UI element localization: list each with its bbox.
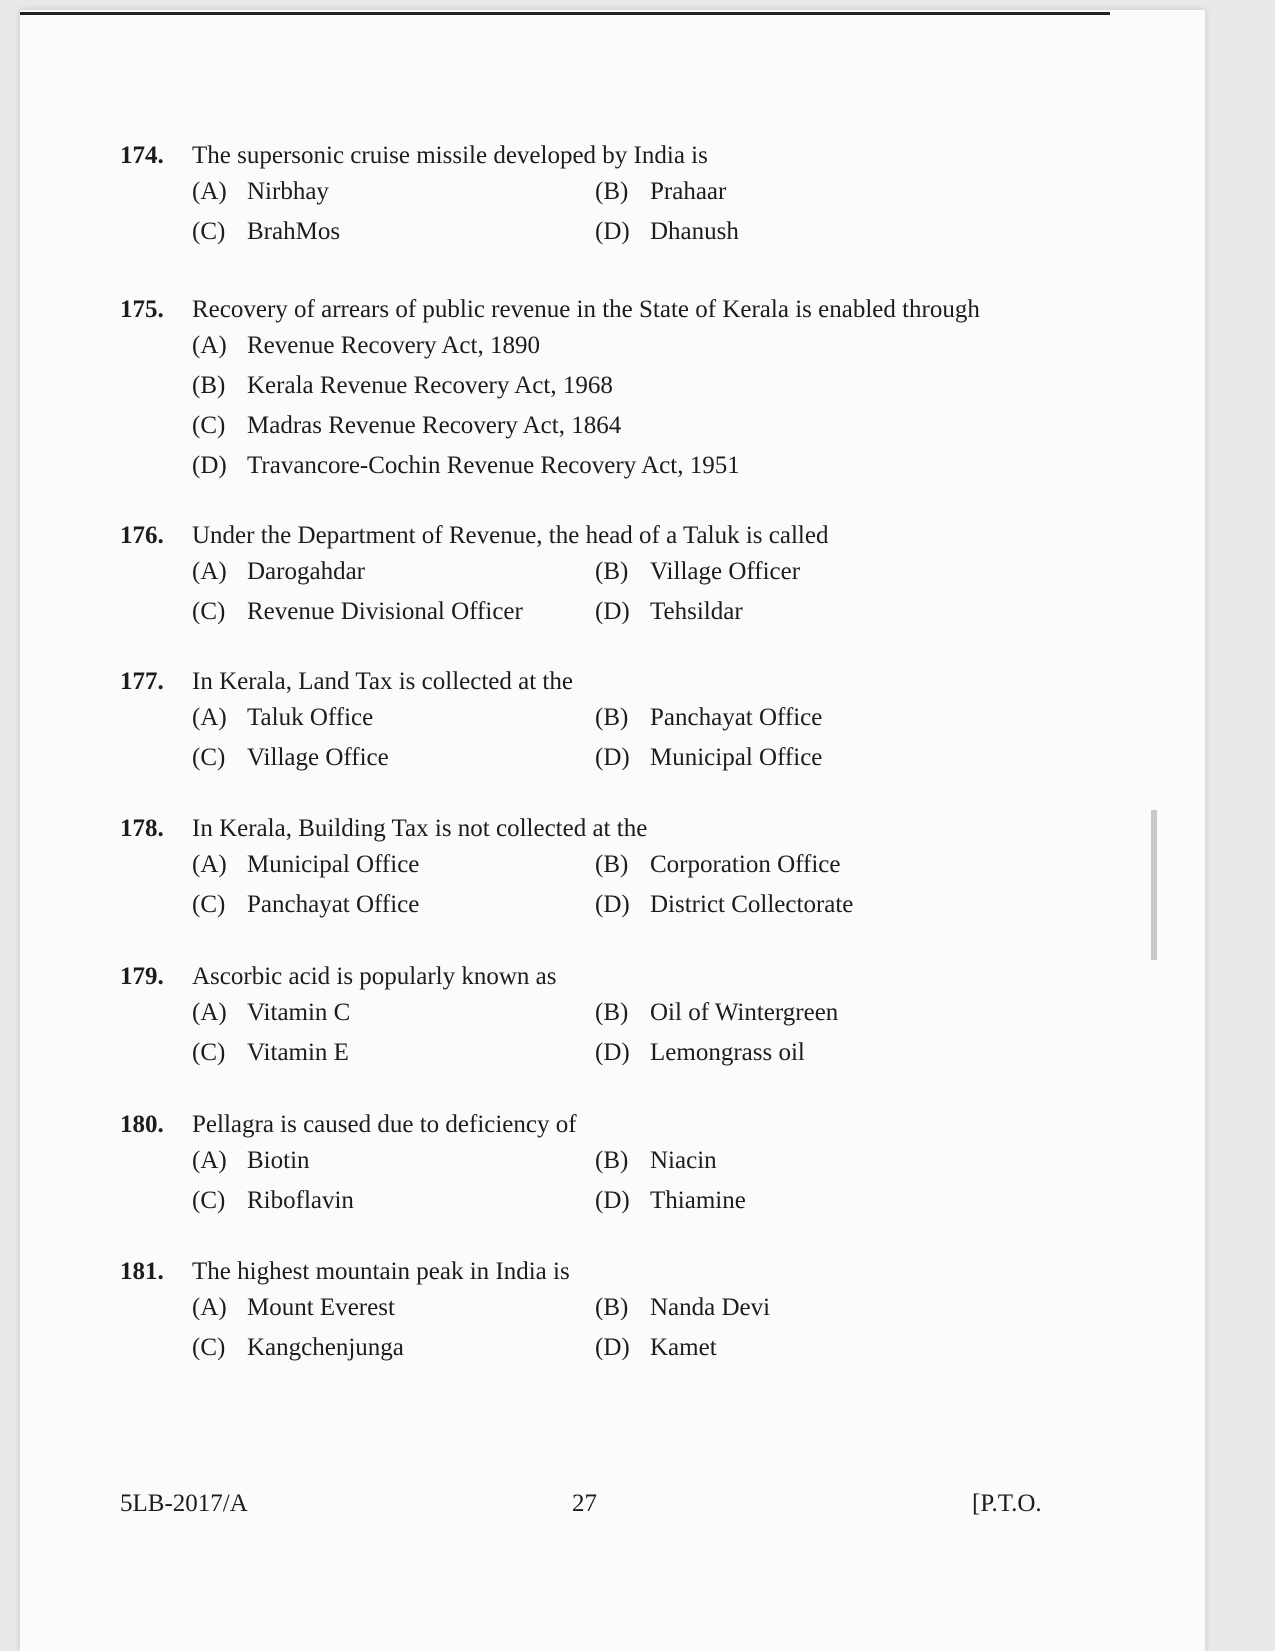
option-a: (A) Municipal Office <box>192 851 420 878</box>
question-text: The highest mountain peak in India is <box>192 1258 570 1285</box>
option-c: (C) Riboflavin <box>192 1187 354 1214</box>
exam-code: 5LB-2017/A <box>120 1490 248 1517</box>
option-d: (D) Dhanush <box>595 218 739 245</box>
page-number: 27 <box>572 1490 597 1517</box>
question-177 <box>120 666 1080 782</box>
top-rule <box>20 12 1110 15</box>
question-180 <box>120 1109 1080 1225</box>
question-text: Under the Department of Revenue, the head of a Taluk is called <box>192 522 829 549</box>
question-number: 174. <box>120 142 164 169</box>
scan-mark <box>1151 810 1157 960</box>
option-b: (B) Kerala Revenue Recovery Act, 1968 <box>192 372 613 399</box>
question-text: Ascorbic acid is popularly known as <box>192 963 557 990</box>
option-c: (C) Village Office <box>192 744 389 771</box>
option-a: (A) Darogahdar <box>192 558 365 585</box>
option-a: (A) Vitamin C <box>192 999 351 1026</box>
question-number: 177. <box>120 668 164 695</box>
option-c: (C) BrahMos <box>192 218 341 245</box>
question-number: 176. <box>120 522 164 549</box>
exam-page <box>20 10 1205 1651</box>
option-b: (B) Oil of Wintergreen <box>595 999 839 1026</box>
option-d: (D) Kamet <box>595 1334 717 1361</box>
question-text: The supersonic cruise missile developed by India is <box>192 142 708 169</box>
question-179 <box>120 961 1080 1077</box>
question-text: Pellagra is caused due to deficiency of <box>192 1111 577 1138</box>
option-b: (B) Village Officer <box>595 558 801 585</box>
question-178 <box>120 813 1080 929</box>
option-c: (C) Panchayat Office <box>192 891 420 918</box>
option-d: (D) Municipal Office <box>595 744 823 771</box>
question-176 <box>120 520 1080 636</box>
question-text: Recovery of arrears of public revenue in the State of Kerala is enabled through <box>192 296 980 323</box>
question-number: 178. <box>120 815 164 842</box>
option-a: (A) Revenue Recovery Act, 1890 <box>192 332 540 359</box>
question-text: In Kerala, Land Tax is collected at the <box>192 668 573 695</box>
option-b: (B) Panchayat Office <box>595 704 823 731</box>
please-turn-over: [P.T.O. <box>972 1490 1042 1517</box>
option-b: (B) Nanda Devi <box>595 1294 771 1321</box>
question-175 <box>120 294 1080 490</box>
option-b: (B) Corporation Office <box>595 851 841 878</box>
option-a: (A) Mount Everest <box>192 1294 395 1321</box>
question-number: 179. <box>120 963 164 990</box>
option-d: (D) Thiamine <box>595 1187 746 1214</box>
question-text: In Kerala, Building Tax is not collected at the <box>192 815 648 842</box>
option-b: (B) Niacin <box>595 1147 717 1174</box>
question-number: 181. <box>120 1258 164 1285</box>
question-174 <box>120 140 1080 256</box>
question-number: 180. <box>120 1111 164 1138</box>
option-c: (C) Vitamin E <box>192 1039 349 1066</box>
option-c: (C) Revenue Divisional Officer <box>192 598 523 625</box>
option-d: (D) Lemongrass oil <box>595 1039 805 1066</box>
option-d: (D) Tehsildar <box>595 598 743 625</box>
option-d: (D) District Collectorate <box>595 891 854 918</box>
question-181 <box>120 1256 1080 1372</box>
option-a: (A) Nirbhay <box>192 178 329 205</box>
option-a: (A) Biotin <box>192 1147 310 1174</box>
option-d: (D) Travancore-Cochin Revenue Recovery Act, 1951 <box>192 452 740 479</box>
option-c: (C) Kangchenjunga <box>192 1334 404 1361</box>
question-number: 175. <box>120 296 164 323</box>
option-c: (C) Madras Revenue Recovery Act, 1864 <box>192 412 622 439</box>
option-b: (B) Prahaar <box>595 178 727 205</box>
option-a: (A) Taluk Office <box>192 704 374 731</box>
